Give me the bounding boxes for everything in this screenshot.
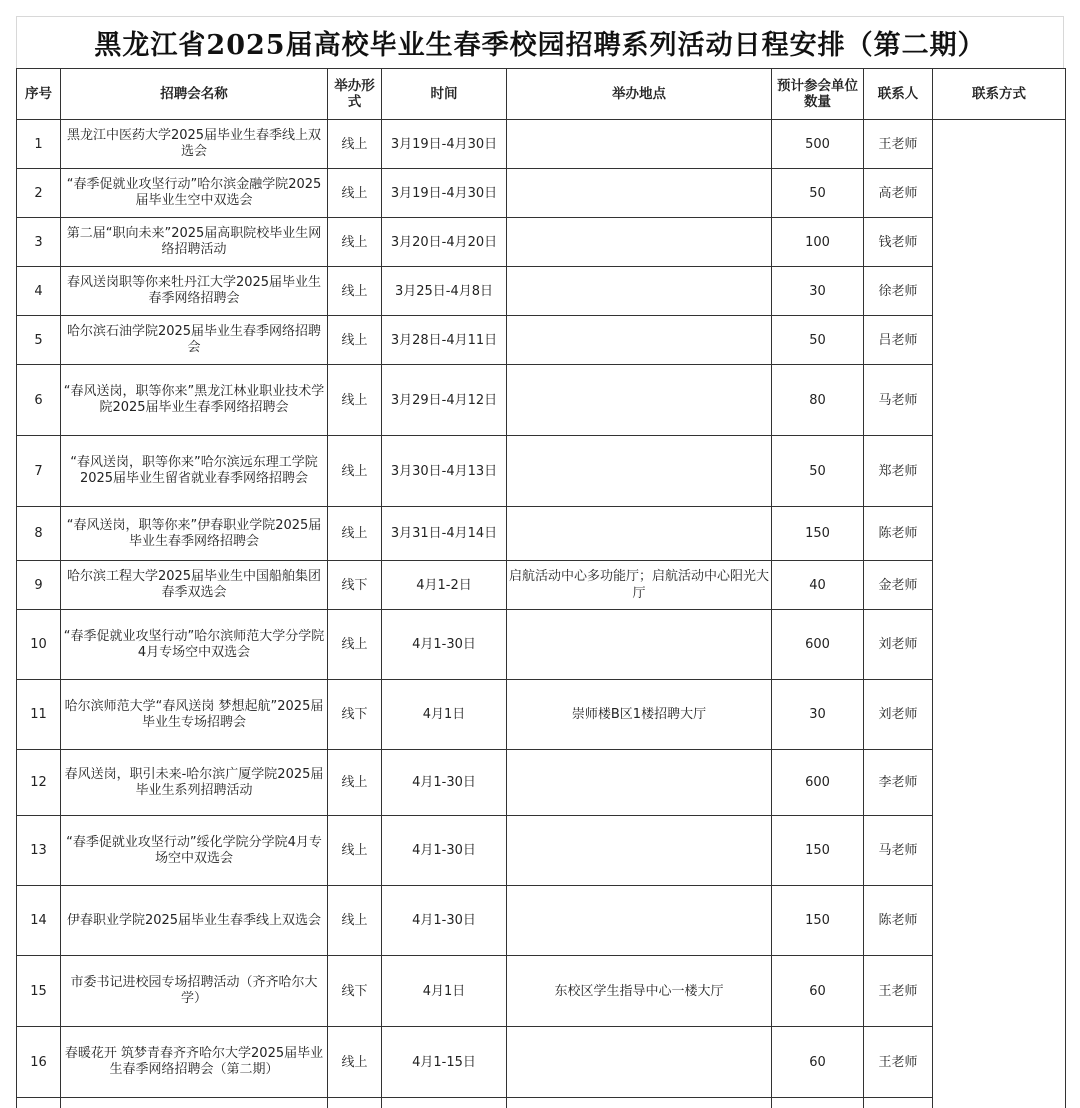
cell-format: 线上 <box>328 750 382 816</box>
table-row <box>17 816 1066 886</box>
header-venue: 举办地点 <box>507 69 772 120</box>
cell-units: 150 <box>772 886 864 956</box>
table-row <box>17 886 1066 956</box>
cell-time: 4月1-30日 <box>382 816 507 886</box>
cell-units: 40 <box>772 561 864 610</box>
cell-contact <box>933 267 1066 316</box>
cell-units <box>772 1098 864 1108</box>
table-row <box>17 956 1066 1027</box>
cell-person: 刘老师 <box>864 610 933 680</box>
cell-time: 3月29日-4月12日 <box>382 365 507 436</box>
cell-venue <box>507 169 772 218</box>
cell-contact <box>933 680 1066 750</box>
cell-no: 1 <box>17 120 61 169</box>
table-row <box>17 436 1066 507</box>
cell-units: 50 <box>772 436 864 507</box>
cell-time: 4月1-30日 <box>382 886 507 956</box>
header-time: 时间 <box>382 69 507 120</box>
header-no: 序号 <box>17 69 61 120</box>
cell-no: 9 <box>17 561 61 610</box>
cell-no: 8 <box>17 507 61 561</box>
cell-format: 线上 <box>328 436 382 507</box>
cell-units: 100 <box>772 218 864 267</box>
cell-name: 春风送岗职等你来牡丹江大学2025届毕业生春季网络招聘会 <box>61 267 328 316</box>
cell-time: 4月1日 <box>382 956 507 1027</box>
cell-format: 线上 <box>328 218 382 267</box>
header-units: 预计参会单位数量 <box>772 69 864 120</box>
table-row <box>17 316 1066 365</box>
page-title: 黑龙江省2025届高校毕业生春季校园招聘系列活动日程安排（第二期） <box>94 30 986 61</box>
cell-person: 陈老师 <box>864 507 933 561</box>
cell-venue <box>507 507 772 561</box>
cell-time <box>382 1098 507 1108</box>
table-row <box>17 1027 1066 1098</box>
cell-contact <box>933 365 1066 436</box>
cell-name: 黑龙江中医药大学2025届毕业生春季线上双选会 <box>61 120 328 169</box>
cell-person <box>864 1098 933 1108</box>
cell-no: 4 <box>17 267 61 316</box>
cell-time: 4月1-30日 <box>382 750 507 816</box>
cell-time: 4月1-15日 <box>382 1027 507 1098</box>
cell-venue <box>507 120 772 169</box>
cell-no: 14 <box>17 886 61 956</box>
cell-units: 500 <box>772 120 864 169</box>
cell-no: 13 <box>17 816 61 886</box>
table-row <box>17 507 1066 561</box>
cell-name: “春季促就业攻坚行动”哈尔滨金融学院2025届毕业生空中双选会 <box>61 169 328 218</box>
cell-no: 6 <box>17 365 61 436</box>
cell-format: 线下 <box>328 956 382 1027</box>
cell-name: 市委书记进校园专场招聘活动（齐齐哈尔大学） <box>61 956 328 1027</box>
cell-units: 600 <box>772 610 864 680</box>
cell-time: 3月28日-4月11日 <box>382 316 507 365</box>
cell-venue <box>507 267 772 316</box>
table-body <box>17 120 1066 1108</box>
table-row <box>17 680 1066 750</box>
cell-contact <box>933 610 1066 680</box>
cell-venue: 启航活动中心多功能厅；启航活动中心阳光大厅 <box>507 561 772 610</box>
cell-units: 50 <box>772 316 864 365</box>
cell-format: 线上 <box>328 507 382 561</box>
title-box <box>16 16 1064 68</box>
cell-no <box>17 1098 61 1108</box>
cell-no: 7 <box>17 436 61 507</box>
cell-units: 600 <box>772 750 864 816</box>
header-person: 联系人 <box>864 69 933 120</box>
cell-time: 3月31日-4月14日 <box>382 507 507 561</box>
cell-name: “春季促就业攻坚行动”哈尔滨师范大学分学院4月专场空中双选会 <box>61 610 328 680</box>
cell-name: 伊春职业学院2025届毕业生春季线上双选会 <box>61 886 328 956</box>
cell-time: 4月1日 <box>382 680 507 750</box>
cell-person: 王老师 <box>864 120 933 169</box>
cell-contact <box>933 436 1066 507</box>
cell-name: 春暖花开 筑梦青春齐齐哈尔大学2025届毕业生春季网络招聘会（第二期） <box>61 1027 328 1098</box>
cell-venue <box>507 816 772 886</box>
cell-person: 郑老师 <box>864 436 933 507</box>
cell-venue <box>507 610 772 680</box>
cell-venue: 崇师楼B区1楼招聘大厅 <box>507 680 772 750</box>
cell-no: 5 <box>17 316 61 365</box>
cell-format: 线上 <box>328 365 382 436</box>
cell-format: 线上 <box>328 886 382 956</box>
cell-time: 3月30日-4月13日 <box>382 436 507 507</box>
cell-venue <box>507 750 772 816</box>
cell-no: 3 <box>17 218 61 267</box>
cell-person: 马老师 <box>864 816 933 886</box>
cell-venue: 东校区学生指导中心一楼大厅 <box>507 956 772 1027</box>
cell-person: 吕老师 <box>864 316 933 365</box>
cell-name: 哈尔滨石油学院2025届毕业生春季网络招聘会 <box>61 316 328 365</box>
cell-time: 3月20日-4月20日 <box>382 218 507 267</box>
cell-format: 线下 <box>328 561 382 610</box>
cell-contact <box>933 886 1066 956</box>
cell-person: 刘老师 <box>864 680 933 750</box>
cell-units: 150 <box>772 816 864 886</box>
table-row <box>17 1098 1066 1108</box>
cell-venue <box>507 365 772 436</box>
cell-format: 线上 <box>328 267 382 316</box>
cell-units: 30 <box>772 680 864 750</box>
cell-venue <box>507 886 772 956</box>
cell-format: 线上 <box>328 1027 382 1098</box>
cell-name: 哈尔滨师范大学“春风送岗 梦想起航”2025届毕业生专场招聘会 <box>61 680 328 750</box>
cell-contact <box>933 316 1066 365</box>
cell-format: 线上 <box>328 610 382 680</box>
cell-time: 3月25日-4月8日 <box>382 267 507 316</box>
cell-person: 高老师 <box>864 169 933 218</box>
cell-venue <box>507 316 772 365</box>
cell-venue <box>507 436 772 507</box>
cell-no: 11 <box>17 680 61 750</box>
cell-contact <box>933 169 1066 218</box>
cell-format <box>328 1098 382 1108</box>
cell-format: 线上 <box>328 120 382 169</box>
cell-no: 12 <box>17 750 61 816</box>
cell-person: 金老师 <box>864 561 933 610</box>
cell-units: 150 <box>772 507 864 561</box>
cell-units: 50 <box>772 169 864 218</box>
cell-contact <box>933 956 1066 1027</box>
cell-name: 哈尔滨工程大学2025届毕业生中国船舶集团春季双选会 <box>61 561 328 610</box>
cell-no: 15 <box>17 956 61 1027</box>
header-name: 招聘会名称 <box>61 69 328 120</box>
table-row <box>17 365 1066 436</box>
cell-person: 王老师 <box>864 1027 933 1098</box>
cell-units: 60 <box>772 956 864 1027</box>
header-contact: 联系方式 <box>933 69 1066 120</box>
cell-name <box>61 1098 328 1108</box>
cell-no: 2 <box>17 169 61 218</box>
cell-contact <box>933 507 1066 561</box>
cell-person: 陈老师 <box>864 886 933 956</box>
cell-person: 李老师 <box>864 750 933 816</box>
cell-format: 线下 <box>328 680 382 750</box>
cell-name: 第二届“职向未来”2025届高职院校毕业生网络招聘活动 <box>61 218 328 267</box>
cell-time: 4月1-2日 <box>382 561 507 610</box>
cell-name: “春风送岗，职等你来”黑龙江林业职业技术学院2025届毕业生春季网络招聘会 <box>61 365 328 436</box>
schedule-table <box>16 68 1066 1108</box>
header-row <box>17 69 1066 120</box>
cell-contact <box>933 120 1066 169</box>
cell-person: 钱老师 <box>864 218 933 267</box>
cell-contact <box>933 561 1066 610</box>
cell-no: 16 <box>17 1027 61 1098</box>
table-row <box>17 120 1066 169</box>
cell-person: 王老师 <box>864 956 933 1027</box>
cell-venue <box>507 1098 772 1108</box>
cell-contact <box>933 1027 1066 1098</box>
table-row <box>17 561 1066 610</box>
cell-units: 60 <box>772 1027 864 1098</box>
cell-no: 10 <box>17 610 61 680</box>
cell-name: “春风送岗，职等你来”哈尔滨远东理工学院2025届毕业生留省就业春季网络招聘会 <box>61 436 328 507</box>
cell-units: 30 <box>772 267 864 316</box>
cell-person: 马老师 <box>864 365 933 436</box>
cell-name: “春风送岗，职等你来”伊春职业学院2025届毕业生春季网络招聘会 <box>61 507 328 561</box>
table-row <box>17 218 1066 267</box>
cell-name: “春季促就业攻坚行动”绥化学院分学院4月专场空中双选会 <box>61 816 328 886</box>
table-row <box>17 169 1066 218</box>
cell-venue <box>507 1027 772 1098</box>
cell-time: 4月1-30日 <box>382 610 507 680</box>
cell-time: 3月19日-4月30日 <box>382 169 507 218</box>
cell-person: 徐老师 <box>864 267 933 316</box>
cell-time: 3月19日-4月30日 <box>382 120 507 169</box>
table-row <box>17 610 1066 680</box>
cell-contact <box>933 1098 1066 1108</box>
cell-venue <box>507 218 772 267</box>
cell-units: 80 <box>772 365 864 436</box>
cell-format: 线上 <box>328 169 382 218</box>
cell-contact <box>933 218 1066 267</box>
table-row <box>17 750 1066 816</box>
cell-contact <box>933 750 1066 816</box>
cell-format: 线上 <box>328 316 382 365</box>
table-row <box>17 267 1066 316</box>
cell-format: 线上 <box>328 816 382 886</box>
header-format: 举办形式 <box>328 69 382 120</box>
cell-name: 春风送岗，职引未来-哈尔滨广厦学院2025届毕业生系列招聘活动 <box>61 750 328 816</box>
cell-contact <box>933 816 1066 886</box>
